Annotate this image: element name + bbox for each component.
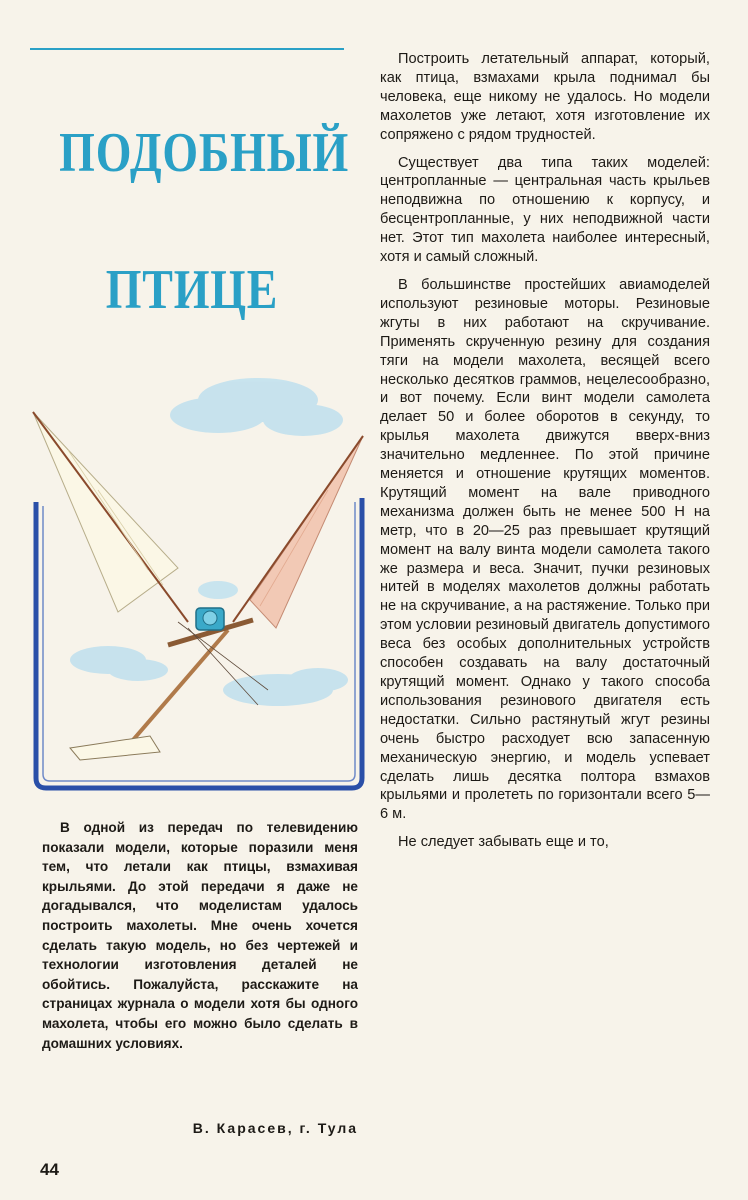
reader-letter: В одной из передач по телевидению показали модели, которые поразили меня тем, что летали как птицы, взмахивая крыльями. До этой передачи я даже не догадывался, что моделистам удалось построить махолеты. Мне очень хочется сделать такую модель, но без чертежей и технологии изготовления деталей не обойтись. Пожалуйста, расскажите на страницах журнала о модели хотя бы одного махолета, чтобы его можно было сделать в домашних условиях. [42, 820, 358, 1051]
article-column [380, 50, 710, 861]
right-wing [233, 436, 363, 628]
letter-signature: В. Карасев, г. Тула [192, 1120, 358, 1136]
top-rule [30, 48, 344, 50]
article-paragraph: В большинстве простейших авиамоделей используют резиновые моторы. Резиновые жгуты в них работают на скручивание. Применять скрученную резину для создания тяги на модели махолета, весящей всего несколько десятков граммов, нецелесообразно, и вот почему. Если винт модели самолета делает 50 и более оборотов в секунду, то крылья махолета движутся вверх-вниз значительно медленнее. По этой причине меняется и отношение крутящих моментов. Крутящий момент на вале приводного механизма должен быть не менее 500 Н на метр, что в 20—25 раз превышает крутящий момент на валу винта модели самолета такого же размера и веса. Значит, пучки резиновых нитей в моделях махолетов должны работать не на скручивание, а на растяжение. Только при этом условии резиновый двигатель допустимого веса без особых дополнительных устройств способен создавать на валу достаточный крутящий момент. Однако у такого способа использования резинового двигателя есть недостатки. Сильно растянутый жгут резины очень быстро расходует всю запасенную механическую энергию, и модель успевает сделать лишь десятка полтора взмахов крыльями и пролететь по горизонтали всего 5—6 м. [380, 276, 710, 823]
page-number: 44 [40, 1160, 59, 1179]
article-paragraph: Построить летательный аппарат, который, как птица, взмахами крыла поднимал бы человека, еще никому не удалось. Но модели махолетов уже летают, хотя изготовление их сопряжено с рядом трудностей. [380, 51, 710, 143]
tail-plane [70, 736, 160, 760]
left-wing [33, 412, 188, 622]
ornithopter-illustration [28, 360, 370, 792]
article-paragraph: Не следует забывать еще и то, [398, 834, 609, 851]
headline-line-2: ПТИЦЕ [105, 259, 279, 321]
headline-line-1: ПОДОБНЫЙ [59, 122, 350, 184]
article-paragraph: Существует два типа таких моделей: центропланные — центральная часть крыльев неподвижна по отношению к корпусу, и бесцентропланные, у них неподвижной части нет. Этот тип махолета наиболее интересный, хотя и самый сложный. [380, 154, 710, 266]
